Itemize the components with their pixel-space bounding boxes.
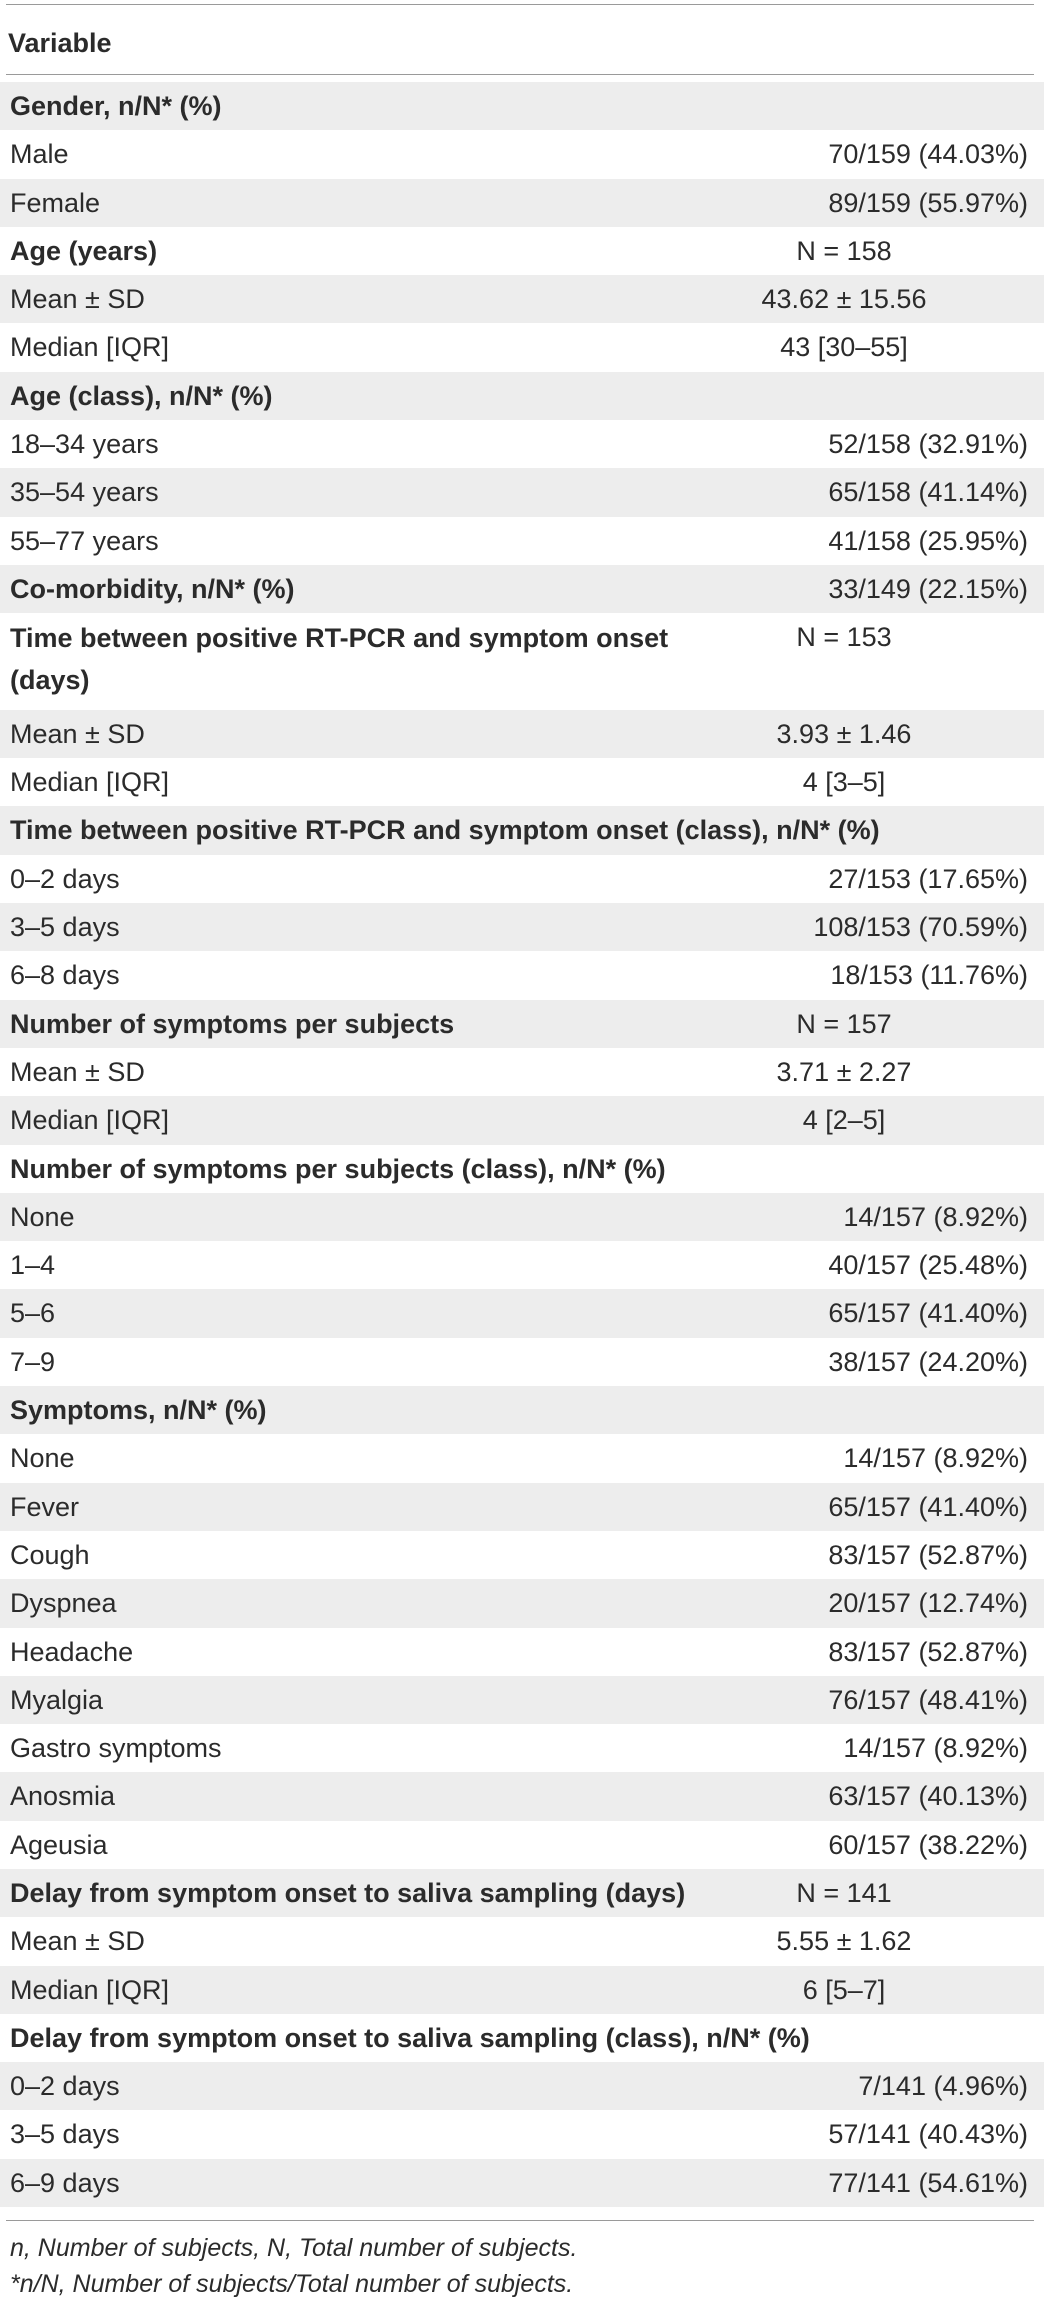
row-label: 3–5 days [10,912,120,943]
bottom-rule [6,2220,1034,2221]
table-row [0,372,1044,420]
footnotes [10,2230,1030,2302]
table-row [0,1193,1044,1241]
row-value: 6 [5–7] [802,1974,886,2005]
row-value: 60/157 (38.22%) [828,1829,1028,1860]
row-label: 5–6 [10,1298,56,1329]
table-row [0,1869,1044,1917]
table-row [0,1531,1044,1579]
row-value: 18/153 (11.76%) [830,960,1028,991]
row-label: Dyspnea [10,1588,117,1619]
row-value: 76/157 (48.41%) [828,1684,1028,1715]
row-label: Mean ± SD [10,718,145,749]
row-label: Female [10,187,101,218]
row-value: 89/159 (55.97%) [828,187,1028,218]
row-label: Age (class), n/N* (%) [10,380,273,411]
table-header-row [0,4,1044,74]
table-row [0,323,1044,371]
row-label: Time between positive RT-PCR and symptom onset (class), n/N* (%) [10,815,880,846]
row-value: 20/157 (12.74%) [828,1588,1028,1619]
row-value: 40/157 (25.48%) [828,1250,1028,1281]
table-row [0,855,1044,903]
row-label: 35–54 years [10,477,159,508]
table-row [0,613,1044,710]
table-row [0,179,1044,227]
table-row [0,565,1044,613]
table-row [0,1289,1044,1337]
row-value: 108/153 (70.59%) [813,912,1028,943]
row-label: Time between positive RT-PCR and symptom onset (days) [10,623,669,696]
row-value: 4 [2–5] [802,1105,886,1136]
row-label: Mean ± SD [10,1926,145,1957]
row-value: N = 141 [796,1877,892,1908]
table-row [0,951,1044,999]
row-label: 3–5 days [10,2119,120,2150]
row-value: 63/157 (40.13%) [828,1781,1028,1812]
table-row [0,1724,1044,1772]
row-label: Anosmia [10,1781,116,1812]
row-value: 57/141 (40.43%) [828,2119,1028,2150]
footnote: *n/N, Number of subjects/Total number of subjects. [10,2270,574,2298]
row-value: 65/158 (41.14%) [828,477,1028,508]
table-row [0,1628,1044,1676]
row-value: 3.93 ± 1.46 [776,718,912,749]
row-value: 7/141 (4.96%) [858,2071,1028,2102]
table-row [0,517,1044,565]
table-row [0,710,1044,758]
row-label: 18–34 years [10,429,159,460]
row-value: 65/157 (41.40%) [828,1491,1028,1522]
row-value: 33/149 (22.15%) [828,573,1028,604]
table-row [0,903,1044,951]
row-value: N = 158 [796,235,892,266]
table-row [0,1434,1044,1482]
row-label: Fever [10,1491,80,1522]
table-row [0,758,1044,806]
table-row [0,82,1044,130]
row-value: 14/157 (8.92%) [843,1443,1028,1474]
table-row [0,1338,1044,1386]
row-label: Median [IQR] [10,1974,170,2005]
table-row [0,420,1044,468]
row-value: 41/158 (25.95%) [828,525,1028,556]
table-row [0,2062,1044,2110]
row-value: 70/159 (44.03%) [828,139,1028,170]
row-label: None [10,1443,75,1474]
table-row [0,1676,1044,1724]
row-label: 55–77 years [10,525,159,556]
row-label: 6–9 days [10,2167,120,2198]
table-row [0,1821,1044,1869]
row-value: 3.71 ± 2.27 [776,1056,912,1087]
table-row [0,2159,1044,2207]
row-label: Median [IQR] [10,332,170,363]
row-value: N = 153 [796,622,892,653]
row-value: 14/157 (8.92%) [843,1733,1028,1764]
row-label: Median [IQR] [10,1105,170,1136]
row-value: 83/157 (52.87%) [828,1636,1028,1667]
table-row [0,806,1044,854]
row-label: Median [IQR] [10,767,170,798]
row-value: 77/141 (54.61%) [828,2167,1028,2198]
table-row [0,1483,1044,1531]
row-label: Cough [10,1539,90,1570]
table-row [0,1145,1044,1193]
row-label: Ageusia [10,1829,108,1860]
row-label: 7–9 [10,1346,56,1377]
row-label: Number of symptoms per subjects (class), n/N* (%) [10,1153,666,1184]
table-row [0,1096,1044,1144]
table-row [0,227,1044,275]
row-label: 1–4 [10,1250,56,1281]
header-rule [6,74,1034,75]
row-label: None [10,1201,75,1232]
table-body [0,82,1044,2207]
row-label: Headache [10,1636,134,1667]
row-label: Mean ± SD [10,1056,145,1087]
row-label: 0–2 days [10,863,120,894]
row-value: 38/157 (24.20%) [828,1346,1028,1377]
row-value: 27/153 (17.65%) [828,863,1028,894]
row-label: Gender, n/N* (%) [10,91,222,121]
row-value: N = 157 [796,1008,892,1039]
row-label: Age (years) [10,235,158,266]
table-row [0,1048,1044,1096]
table-row [0,130,1044,178]
footnote: n, Number of subjects, N, Total number of subjects. [10,2234,578,2262]
table-row [0,1772,1044,1820]
row-value: 43.62 ± 15.56 [761,284,927,315]
row-label: Delay from symptom onset to saliva sampling (class), n/N* (%) [10,2022,810,2053]
row-value: 83/157 (52.87%) [828,1539,1028,1570]
table-row [0,1579,1044,1627]
row-value: 5.55 ± 1.62 [776,1926,912,1957]
table-row [0,1966,1044,2014]
row-value: 65/157 (41.40%) [828,1298,1028,1329]
row-value: 43 [30–55] [780,332,908,363]
row-value: 14/157 (8.92%) [843,1201,1028,1232]
table-row [0,1386,1044,1434]
table-row [0,1241,1044,1289]
table-row [0,2014,1044,2062]
row-value: 52/158 (32.91%) [828,429,1028,460]
table-row [0,468,1044,516]
row-label: Mean ± SD [10,284,145,315]
row-value: 4 [3–5] [802,767,886,798]
row-label: Delay from symptom onset to saliva sampling (days) [10,1877,686,1908]
table-row [0,1917,1044,1965]
row-label: Gastro symptoms [10,1733,222,1764]
row-label: Number of symptoms per subjects [10,1008,455,1039]
table-row [0,1000,1044,1048]
header-variable: Variable [8,28,112,58]
row-label: Symptoms, n/N* (%) [10,1395,267,1426]
row-label: 0–2 days [10,2071,120,2102]
row-label: Myalgia [10,1684,104,1715]
table-row [0,2110,1044,2158]
row-label: Co-morbidity, n/N* (%) [10,573,295,604]
row-label: Male [10,139,69,170]
table-row [0,275,1044,323]
row-label: 6–8 days [10,960,120,991]
